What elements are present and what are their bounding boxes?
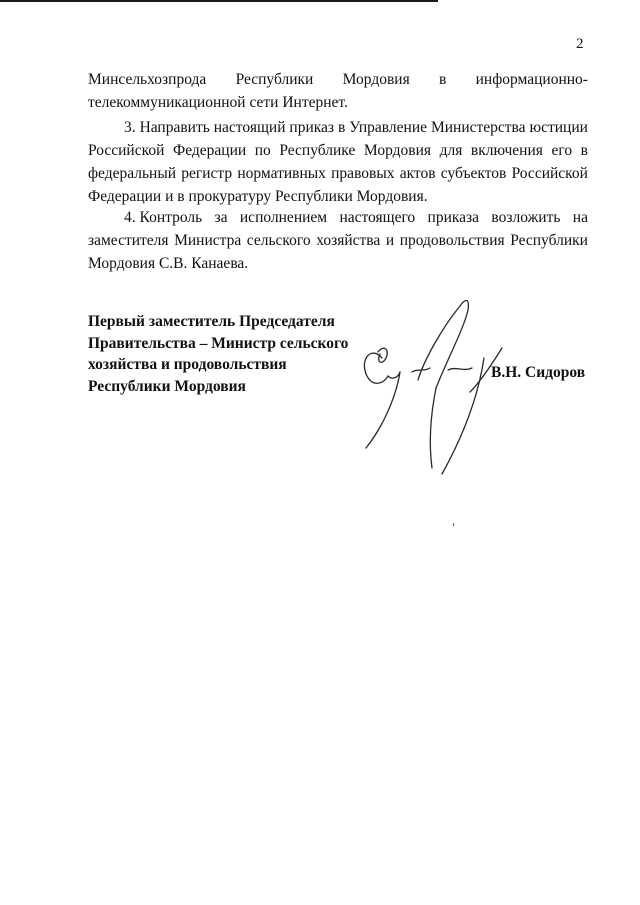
word: исполнением (239, 209, 328, 226)
word: продовольствия (399, 232, 505, 249)
word: юстиции (529, 119, 588, 136)
word: в (338, 119, 346, 136)
word: Республики (235, 71, 314, 88)
word: включения (470, 142, 543, 159)
word: настоящий (213, 119, 286, 136)
word: настоящего (339, 209, 416, 226)
page-number: 2 (576, 36, 584, 52)
word: по (254, 142, 271, 159)
signatory-title-line: хозяйства и продовольствия (88, 356, 287, 373)
signatory-name: В.Н. Сидоров (491, 364, 586, 381)
word: актов (399, 165, 436, 182)
word: Министра (174, 232, 242, 249)
p2-line-2 (88, 139, 588, 162)
word: приказ (289, 119, 335, 136)
word: Российской (511, 165, 588, 182)
word: 3. (124, 119, 136, 136)
word: Республики (510, 232, 588, 249)
word: Республике (279, 142, 356, 159)
word: информационно- (475, 71, 588, 88)
paragraph-2 (88, 116, 588, 208)
word: Минсельхозпрода (88, 71, 207, 88)
word: Министерства (430, 119, 526, 136)
word: субъектов (440, 165, 507, 182)
word: его (551, 142, 573, 159)
word: Направить (139, 119, 210, 136)
word: Мордовия (342, 71, 410, 88)
p2-line-3 (88, 162, 588, 185)
scan-speck (453, 523, 454, 526)
scan-top-border (0, 0, 438, 2)
word: в (439, 71, 447, 88)
word: хозяйства (316, 232, 381, 249)
word: Мордовия (363, 142, 431, 159)
word: Управление (349, 119, 428, 136)
signatory-title-line: Правительства – Министр сельского (88, 334, 349, 352)
word: регистр (181, 165, 233, 182)
word: правовых (331, 165, 395, 182)
word: в (580, 142, 588, 159)
signatory-title (88, 311, 348, 397)
p3-line-1 (88, 206, 588, 229)
p1-line-1 (88, 68, 588, 91)
word: 4. Контроль (124, 209, 203, 226)
word: возложить (491, 209, 561, 226)
p2-line-1 (88, 116, 588, 139)
p1-line-2: телекоммуникационной сети Интернет. (88, 94, 348, 111)
p3-line-2 (88, 229, 588, 252)
word: заместителя (88, 232, 169, 249)
word: и (385, 232, 395, 249)
word: Российской (88, 142, 165, 159)
word: сельского (246, 232, 311, 249)
word: Федерации (172, 142, 247, 159)
p3-line-3: Мордовия С.В. Канаева. (88, 255, 249, 272)
word: приказа (427, 209, 480, 226)
p2-line-4: Федерации и в прокуратуру Республики Мордовия. (88, 188, 428, 205)
signatory-title-line: Первый заместитель Председателя (88, 313, 335, 330)
word: на (572, 209, 588, 226)
word: нормативных (237, 165, 326, 182)
handwritten-signature (352, 288, 512, 478)
signatory-title-line: Республики Мордовия (88, 377, 246, 395)
word: федеральный (88, 165, 177, 182)
paragraph-1 (88, 68, 588, 114)
word: за (214, 209, 228, 226)
paragraph-3 (88, 206, 588, 275)
word: для (439, 142, 463, 159)
